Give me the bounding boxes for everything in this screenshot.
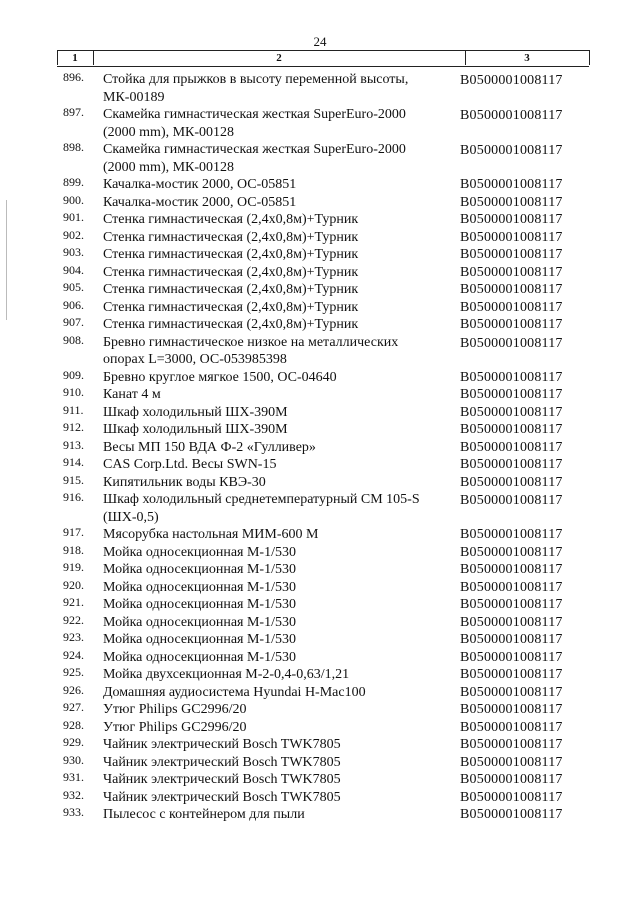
row-code: B0500001008117 xyxy=(460,632,563,647)
row-number: 908. xyxy=(63,332,84,347)
row-description: Весы МП 150 ВДА Ф-2 «Гулливер» xyxy=(103,439,316,455)
row-code: B0500001008117 xyxy=(460,754,563,770)
row-number: 920. xyxy=(63,577,84,592)
row-code: B0500001008117 xyxy=(460,404,563,420)
table-row xyxy=(0,596,640,614)
row-number: 906. xyxy=(63,297,84,312)
table-row xyxy=(0,264,640,282)
row-description: CAS Corp.Ltd. Весы SWN-15 xyxy=(103,457,277,472)
row-number: 917. xyxy=(63,525,84,539)
table-row xyxy=(0,246,640,264)
table-row xyxy=(0,789,640,807)
row-description: Стенка гимнастическая (2,4х0,8м)+Турник xyxy=(103,299,359,315)
row-description: Мойка односекционная М-1/530 xyxy=(103,597,296,612)
table-row xyxy=(0,334,640,369)
table-row xyxy=(0,631,640,649)
row-number: 923. xyxy=(63,630,84,644)
row-code: B0500001008117 xyxy=(460,212,563,227)
row-code: B0500001008117 xyxy=(460,597,563,612)
table-row xyxy=(0,771,640,789)
table-row xyxy=(0,141,640,176)
row-description: Бревно круглое мягкое 1500, ОС-04640 xyxy=(103,369,337,385)
table-row xyxy=(0,754,640,772)
row-description: Пылесос с контейнером для пыли xyxy=(103,807,305,822)
row-description: Мойка односекционная М-1/530 xyxy=(103,632,296,647)
row-description: Домашняя аудиосистема Hyundai H-Mac100 xyxy=(103,684,366,700)
table-row xyxy=(0,194,640,212)
row-code: B0500001008117 xyxy=(460,527,563,542)
row-number: 926. xyxy=(63,682,84,697)
row-code: B0500001008117 xyxy=(460,282,563,297)
row-description: Стенка гимнастическая (2,4х0,8м)+Турник xyxy=(103,317,359,332)
row-code: B0500001008117 xyxy=(460,143,563,158)
row-description: Стенка гимнастическая (2,4х0,8м)+Турник xyxy=(103,247,359,262)
row-description: Скамейка гимнастическая жесткая SuperEuro-2000 (2000 mm), МК-00128 xyxy=(103,142,406,175)
table-row xyxy=(0,701,640,719)
row-number: 930. xyxy=(63,752,84,767)
row-number: 925. xyxy=(63,665,84,679)
table-row xyxy=(0,736,640,754)
row-description: Стенка гимнастическая (2,4х0,8м)+Турник xyxy=(103,229,359,245)
row-number: 900. xyxy=(63,192,84,207)
row-description: Мойка односекционная М-1/530 xyxy=(103,614,296,630)
row-number: 924. xyxy=(63,647,84,662)
row-number: 904. xyxy=(63,262,84,277)
table-row xyxy=(0,579,640,597)
row-number: 916. xyxy=(63,490,84,504)
row-code: B0500001008117 xyxy=(460,387,563,402)
table-row xyxy=(0,176,640,194)
table-row xyxy=(0,544,640,562)
row-description: Качалка-мостик 2000, ОС-05851 xyxy=(103,194,297,210)
row-description: Стенка гимнастическая (2,4х0,8м)+Турник xyxy=(103,212,359,227)
row-number: 903. xyxy=(63,245,84,259)
row-number: 932. xyxy=(63,787,84,802)
row-description: Кипятильник воды КВЭ-30 xyxy=(103,474,266,490)
row-number: 909. xyxy=(63,367,84,382)
header-divider xyxy=(589,50,590,65)
row-description: Утюг Philips GC2996/20 xyxy=(103,719,247,735)
row-number: 901. xyxy=(63,210,84,224)
row-number: 928. xyxy=(63,717,84,732)
row-code: B0500001008117 xyxy=(460,247,563,262)
row-code: B0500001008117 xyxy=(460,649,563,665)
row-code: B0500001008117 xyxy=(460,264,563,280)
table-row xyxy=(0,281,640,299)
row-number: 907. xyxy=(63,315,84,329)
table-row xyxy=(0,316,640,334)
row-code: B0500001008117 xyxy=(460,667,563,682)
table-row xyxy=(0,526,640,544)
row-description: Качалка-мостик 2000, ОС-05851 xyxy=(103,177,297,192)
table-row xyxy=(0,439,640,457)
table-row xyxy=(0,649,640,667)
table-row xyxy=(0,386,640,404)
row-number: 896. xyxy=(63,70,84,84)
row-description: Стенка гимнастическая (2,4х0,8м)+Турник xyxy=(103,264,359,280)
row-code: B0500001008117 xyxy=(460,493,563,508)
row-number: 922. xyxy=(63,612,84,627)
row-description: Стенка гимнастическая (2,4х0,8м)+Турник xyxy=(103,282,359,297)
row-description: Чайник электрический Bosch TWK7805 xyxy=(103,754,341,770)
header-col-3: 3 xyxy=(524,52,530,64)
row-code: B0500001008117 xyxy=(460,737,563,752)
table-row xyxy=(0,474,640,492)
row-number: 921. xyxy=(63,595,84,609)
row-code: B0500001008117 xyxy=(460,579,563,595)
row-description: Стойка для прыжков в высоту переменной высоты, МК-00189 xyxy=(103,72,409,105)
row-code: B0500001008117 xyxy=(460,422,563,437)
table-row xyxy=(0,719,640,737)
row-description: Шкаф холодильный среднетемпературный СМ 105-S (ШХ-0,5) xyxy=(103,492,420,525)
header-divider xyxy=(57,50,58,65)
row-code: B0500001008117 xyxy=(460,457,563,472)
row-code: B0500001008117 xyxy=(460,807,563,822)
row-description: Мойка двухсекционная М-2-0,4-0,63/1,21 xyxy=(103,667,350,682)
row-code: B0500001008117 xyxy=(460,299,563,315)
table-header xyxy=(57,50,589,67)
table-row xyxy=(0,491,640,526)
row-number: 912. xyxy=(63,420,84,434)
row-code: B0500001008117 xyxy=(460,317,563,332)
row-description: Чайник электрический Bosch TWK7805 xyxy=(103,772,341,787)
row-number: 897. xyxy=(63,105,84,119)
row-code: B0500001008117 xyxy=(460,719,563,735)
row-code: B0500001008117 xyxy=(460,335,563,351)
row-code: B0500001008117 xyxy=(460,789,563,805)
header-col-2: 2 xyxy=(276,52,282,64)
row-code: B0500001008117 xyxy=(460,474,563,490)
row-code: B0500001008117 xyxy=(460,562,563,577)
table-row xyxy=(0,456,640,474)
table-row xyxy=(0,806,640,824)
row-number: 902. xyxy=(63,227,84,242)
row-code: B0500001008117 xyxy=(460,544,563,560)
header-divider xyxy=(465,50,466,65)
row-description: Канат 4 м xyxy=(103,387,161,402)
row-number: 911. xyxy=(63,402,84,417)
table-row xyxy=(0,421,640,439)
row-code: B0500001008117 xyxy=(460,684,563,700)
row-code: B0500001008117 xyxy=(460,108,563,123)
row-number: 898. xyxy=(63,140,84,154)
row-number: 918. xyxy=(63,542,84,557)
table-row xyxy=(0,561,640,579)
row-description: Мойка односекционная М-1/530 xyxy=(103,649,296,665)
row-description: Мойка односекционная М-1/530 xyxy=(103,544,296,560)
table-row xyxy=(0,666,640,684)
row-number: 933. xyxy=(63,805,84,819)
table-row xyxy=(0,211,640,229)
row-code: B0500001008117 xyxy=(460,702,563,717)
table-row xyxy=(0,404,640,422)
table-row xyxy=(0,229,640,247)
row-code: B0500001008117 xyxy=(460,369,563,385)
row-code: B0500001008117 xyxy=(460,772,563,787)
row-code: B0500001008117 xyxy=(460,439,563,455)
row-code: B0500001008117 xyxy=(460,177,563,192)
row-number: 919. xyxy=(63,560,84,574)
table-row xyxy=(0,614,640,632)
row-code: B0500001008117 xyxy=(460,73,563,88)
row-number: 931. xyxy=(63,770,84,784)
table-row xyxy=(0,684,640,702)
table-row xyxy=(0,299,640,317)
row-number: 899. xyxy=(63,175,84,189)
row-code: B0500001008117 xyxy=(460,194,563,210)
header-col-1: 1 xyxy=(72,52,78,64)
row-number: 927. xyxy=(63,700,84,714)
row-number: 913. xyxy=(63,437,84,452)
row-number: 910. xyxy=(63,385,84,399)
row-number: 929. xyxy=(63,735,84,749)
table-row xyxy=(0,106,640,141)
row-description: Шкаф холодильный ШХ-390М xyxy=(103,404,288,420)
row-description: Мясорубка настольная МИМ-600 М xyxy=(103,527,319,542)
table-row xyxy=(0,71,640,106)
row-description: Утюг Philips GC2996/20 xyxy=(103,702,247,717)
header-divider xyxy=(93,50,94,65)
row-code: B0500001008117 xyxy=(460,614,563,630)
row-description: Мойка односекционная М-1/530 xyxy=(103,579,296,595)
row-number: 914. xyxy=(63,455,84,469)
row-number: 915. xyxy=(63,472,84,487)
row-number: 905. xyxy=(63,280,84,294)
row-description: Чайник электрический Bosch TWK7805 xyxy=(103,789,341,805)
page-number: 24 xyxy=(313,34,327,49)
row-description: Шкаф холодильный ШХ-390М xyxy=(103,422,288,437)
row-description: Мойка односекционная М-1/530 xyxy=(103,562,296,577)
row-description: Чайник электрический Bosch TWK7805 xyxy=(103,737,341,752)
table-row xyxy=(0,369,640,387)
inventory-table xyxy=(0,71,640,824)
row-description: Скамейка гимнастическая жесткая SuperEuro-2000 (2000 mm), МК-00128 xyxy=(103,107,406,140)
row-description: Бревно гимнастическое низкое на металлических опорах L=3000, ОС-053985398 xyxy=(103,334,399,367)
row-code: B0500001008117 xyxy=(460,229,563,245)
